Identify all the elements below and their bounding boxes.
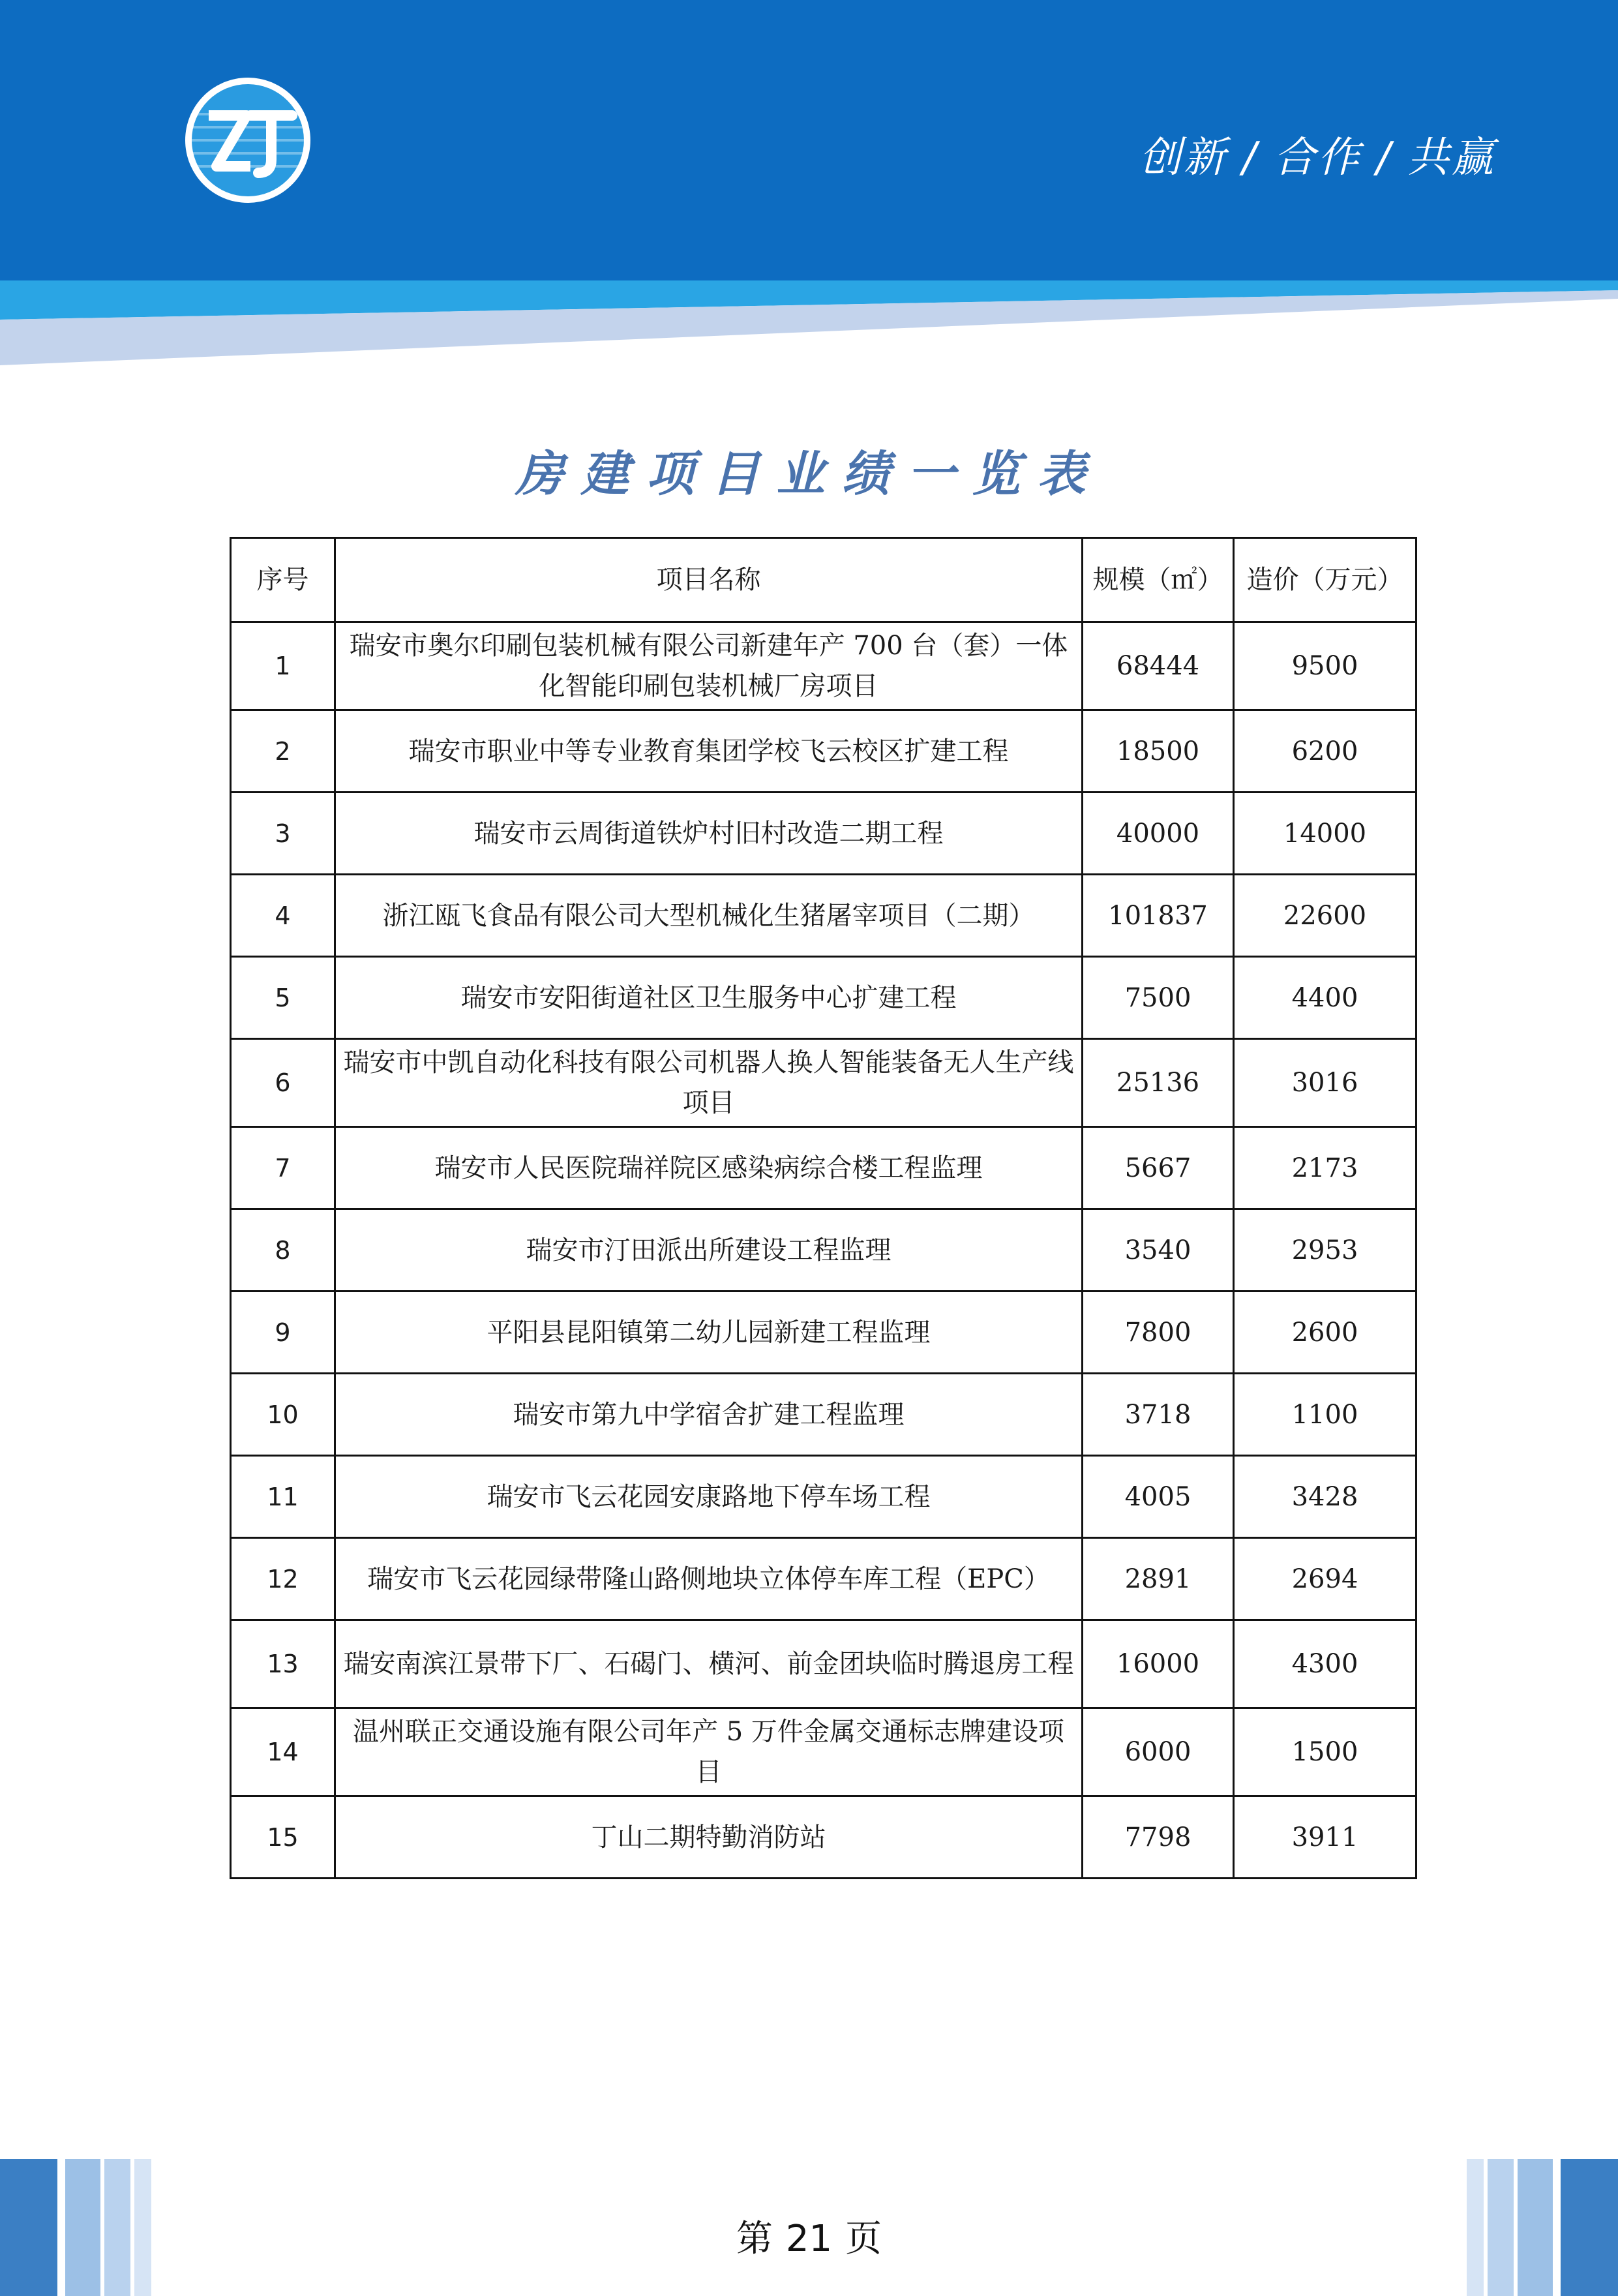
column-header-name: 项目名称 [335, 538, 1083, 622]
table-row [231, 1620, 1416, 1708]
cell-cost: 6200 [1234, 710, 1416, 793]
cell-no: 5 [231, 957, 335, 1039]
slogan [1139, 124, 1496, 184]
table-header-row [231, 538, 1416, 622]
cell-no: 15 [231, 1796, 335, 1879]
company-logo-icon [183, 75, 313, 205]
table-row [231, 1039, 1416, 1127]
cell-no: 9 [231, 1292, 335, 1374]
page-prefix: 第 [736, 2218, 773, 2260]
page-number [0, 2210, 1618, 2262]
slogan-word: 合作 [1273, 134, 1362, 182]
cell-no: 8 [231, 1209, 335, 1292]
cell-no: 2 [231, 710, 335, 793]
table-row [231, 1292, 1416, 1374]
cell-no: 7 [231, 1127, 335, 1209]
cell-no: 3 [231, 793, 335, 875]
slogan-word: 共赢 [1407, 134, 1496, 182]
cell-cost: 1500 [1234, 1708, 1416, 1796]
cell-no: 6 [231, 1039, 335, 1127]
cell-scale: 2891 [1083, 1538, 1234, 1620]
cell-name: 瑞安市飞云花园安康路地下停车场工程 [335, 1456, 1083, 1538]
cell-scale: 3718 [1083, 1374, 1234, 1456]
cell-cost: 4400 [1234, 957, 1416, 1039]
cell-name: 瑞安市飞云花园绿带隆山路侧地块立体停车库工程（EPC） [335, 1538, 1083, 1620]
table-row [231, 622, 1416, 710]
cell-cost: 2173 [1234, 1127, 1416, 1209]
table-row [231, 710, 1416, 793]
cell-no: 4 [231, 875, 335, 957]
slogan-separator: / [1376, 134, 1393, 182]
cell-scale: 7798 [1083, 1796, 1234, 1879]
column-header-cost: 造价（万元） [1234, 538, 1416, 622]
cell-scale: 18500 [1083, 710, 1234, 793]
cell-name: 瑞安南滨江景带下厂、石碣门、横河、前金团块临时腾退房工程 [335, 1620, 1083, 1708]
cell-no: 12 [231, 1538, 335, 1620]
cell-scale: 101837 [1083, 875, 1234, 957]
table-row [231, 1209, 1416, 1292]
cell-name: 瑞安市安阳街道社区卫生服务中心扩建工程 [335, 957, 1083, 1039]
page-number-value: 21 [785, 2218, 833, 2260]
cell-name: 瑞安市中凯自动化科技有限公司机器人换人智能装备无人生产线项目 [335, 1039, 1083, 1127]
table-row [231, 1708, 1416, 1796]
cell-no: 11 [231, 1456, 335, 1538]
cell-scale: 5667 [1083, 1127, 1234, 1209]
cell-cost: 3911 [1234, 1796, 1416, 1879]
cell-name: 瑞安市奥尔印刷包装机械有限公司新建年产 700 台（套）一体化智能印刷包装机械厂房项目 [335, 622, 1083, 710]
slogan-separator: / [1242, 134, 1259, 182]
cell-name: 瑞安市职业中等专业教育集团学校飞云校区扩建工程 [335, 710, 1083, 793]
page-suffix: 页 [845, 2218, 882, 2260]
cell-cost: 2953 [1234, 1209, 1416, 1292]
cell-no: 1 [231, 622, 335, 710]
cell-name: 瑞安市人民医院瑞祥院区感染病综合楼工程监理 [335, 1127, 1083, 1209]
cell-no: 10 [231, 1374, 335, 1456]
cell-scale: 40000 [1083, 793, 1234, 875]
cell-scale: 25136 [1083, 1039, 1234, 1127]
column-header-scale: 规模（㎡） [1083, 538, 1234, 622]
cell-name: 平阳县昆阳镇第二幼儿园新建工程监理 [335, 1292, 1083, 1374]
cell-scale: 4005 [1083, 1456, 1234, 1538]
table-row [231, 1538, 1416, 1620]
table-row [231, 1456, 1416, 1538]
cell-no: 14 [231, 1708, 335, 1796]
table-row [231, 1796, 1416, 1879]
cell-cost: 3428 [1234, 1456, 1416, 1538]
cell-cost: 1100 [1234, 1374, 1416, 1456]
table-row [231, 875, 1416, 957]
cell-name: 丁山二期特勤消防站 [335, 1796, 1083, 1879]
cell-cost: 2600 [1234, 1292, 1416, 1374]
cell-name: 瑞安市云周街道铁炉村旧村改造二期工程 [335, 793, 1083, 875]
table-row [231, 957, 1416, 1039]
cell-cost: 2694 [1234, 1538, 1416, 1620]
column-header-no: 序号 [231, 538, 335, 622]
cell-cost: 9500 [1234, 622, 1416, 710]
cell-cost: 14000 [1234, 793, 1416, 875]
table-row [231, 1127, 1416, 1209]
cell-no: 13 [231, 1620, 335, 1708]
cell-cost: 4300 [1234, 1620, 1416, 1708]
cell-scale: 6000 [1083, 1708, 1234, 1796]
table-row [231, 1374, 1416, 1456]
document-title: 房建项目业绩一览表 [515, 446, 1103, 502]
cell-scale: 16000 [1083, 1620, 1234, 1708]
cell-scale: 7500 [1083, 957, 1234, 1039]
cell-scale: 7800 [1083, 1292, 1234, 1374]
table-row [231, 793, 1416, 875]
cell-name: 瑞安市汀田派出所建设工程监理 [335, 1209, 1083, 1292]
cell-name: 温州联正交通设施有限公司年产 5 万件金属交通标志牌建设项目 [335, 1708, 1083, 1796]
cell-scale: 3540 [1083, 1209, 1234, 1292]
cell-scale: 68444 [1083, 622, 1234, 710]
cell-cost: 3016 [1234, 1039, 1416, 1127]
cell-name: 浙江瓯飞食品有限公司大型机械化生猪屠宰项目（二期） [335, 875, 1083, 957]
slogan-word: 创新 [1139, 134, 1228, 182]
cell-cost: 22600 [1234, 875, 1416, 957]
project-performance-table [230, 537, 1417, 1879]
cell-name: 瑞安市第九中学宿舍扩建工程监理 [335, 1374, 1083, 1456]
